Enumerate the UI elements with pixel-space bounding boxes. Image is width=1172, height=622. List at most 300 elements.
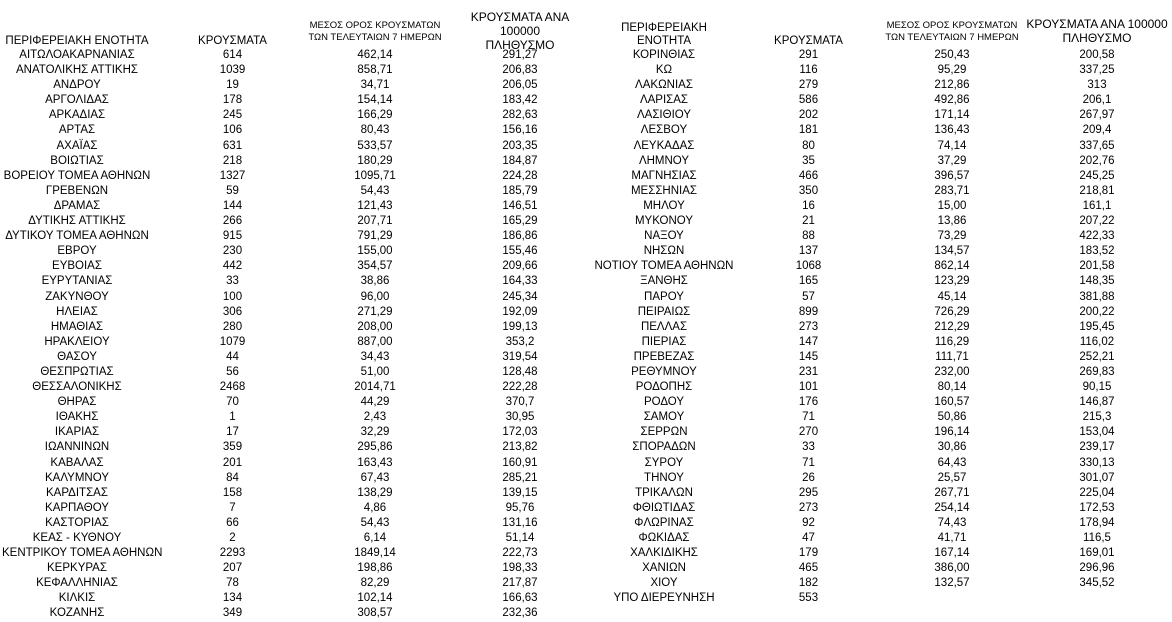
- per100k-value: 153,04: [1079, 426, 1115, 439]
- region-name: ΚΩ: [655, 64, 673, 77]
- region-name: ΑΡΚΑΔΙΑΣ: [48, 109, 106, 122]
- per100k-value: 215,3: [1082, 411, 1112, 424]
- avg7-value: 2014,71: [354, 381, 396, 394]
- avg7-value: 54,43: [360, 516, 390, 529]
- cases-value: 7: [229, 501, 236, 514]
- header-region-left: [2, 16, 152, 48]
- table-row: [0, 380, 590, 395]
- avg7-value: 96,00: [360, 290, 390, 303]
- per100k-value: 160,91: [502, 456, 538, 469]
- avg7-value: 212,29: [934, 320, 970, 333]
- region-name: ΑΝΑΤΟΛΙΚΗΣ ΑΤΤΙΚΗΣ: [15, 64, 138, 77]
- avg7-value: 37,29: [937, 154, 967, 167]
- header-avg7-left: [300, 16, 450, 48]
- per100k-value: 183,52: [1079, 245, 1115, 258]
- per100k-value: 224,28: [502, 169, 538, 182]
- cases-value: 80: [802, 139, 815, 152]
- cases-value: 295: [798, 486, 819, 499]
- avg7-value: 160,57: [934, 396, 970, 409]
- table-row: [0, 561, 590, 576]
- table-row: [590, 214, 1172, 229]
- per100k-value: 267,97: [1079, 109, 1115, 122]
- table-row: [0, 78, 590, 93]
- cases-value: 71: [802, 411, 815, 424]
- region-name: ΑΧΑΪΑΣ: [56, 139, 98, 152]
- region-name: ΛΑΚΩΝΙΑΣ: [635, 79, 693, 92]
- per100k-value: 166,63: [502, 592, 538, 605]
- per100k-value: 184,87: [502, 154, 538, 167]
- per100k-value: 239,17: [1079, 441, 1115, 454]
- region-name: ΠΑΡΟΥ: [644, 290, 684, 303]
- cases-value: 106: [222, 124, 243, 137]
- region-name: ΛΕΣΒΟΥ: [640, 124, 688, 137]
- per100k-value: 202,76: [1079, 154, 1115, 167]
- table-row: [590, 471, 1172, 486]
- avg7-value: 267,71: [934, 486, 970, 499]
- cases-value: 553: [798, 592, 819, 605]
- table-row: [590, 320, 1172, 335]
- avg7-value: 171,14: [934, 109, 970, 122]
- avg7-value: 38,86: [360, 275, 390, 288]
- avg7-value: 862,14: [934, 260, 970, 273]
- header-avg7-line2: ΤΩΝ ΤΕΛΕΥΤΑΙΩΝ 7 ΗΜΕΡΩΝ: [885, 32, 1019, 43]
- avg7-value: 111,71: [935, 350, 969, 363]
- per100k-value: 337,25: [1079, 64, 1115, 77]
- cases-value: 231: [798, 365, 819, 378]
- region-name: ΥΠΟ ΔΙΕΡΕΥΝΗΣΗ: [613, 592, 715, 605]
- table-row: [590, 108, 1172, 123]
- cases-value: 71: [802, 456, 815, 469]
- avg7-value: 198,86: [357, 562, 393, 575]
- avg7-value: 32,29: [360, 426, 390, 439]
- table-row: [0, 395, 590, 410]
- cases-value: 207: [222, 562, 243, 575]
- avg7-value: 74,43: [937, 516, 967, 529]
- header-per100k-line1: ΚΡΟΥΣΜΑΤΑ ΑΝΑ 100000: [470, 10, 570, 38]
- avg7-value: 492,86: [934, 94, 970, 107]
- avg7-value: 167,14: [934, 547, 970, 560]
- table-row: [590, 78, 1172, 93]
- cases-value: 586: [798, 94, 819, 107]
- cases-value: 100: [222, 290, 243, 303]
- cases-value: 66: [226, 516, 239, 529]
- table-row: [0, 229, 590, 244]
- per100k-value: 353,2: [505, 335, 535, 348]
- table-row: [590, 259, 1172, 274]
- per100k-value: 172,53: [1079, 501, 1115, 514]
- cases-value: 350: [798, 184, 819, 197]
- header-cases-label: ΚΡΟΥΣΜΑΤΑ: [774, 35, 843, 47]
- avg7-value: 34,43: [360, 350, 390, 363]
- header-avg7-line2: ΤΩΝ ΤΕΛΕΥΤΑΙΩΝ 7 ΗΜΕΡΩΝ: [308, 32, 442, 43]
- cases-value: 1327: [219, 169, 246, 182]
- cases-value: 1079: [219, 335, 246, 348]
- avg7-value: 15,00: [937, 199, 967, 212]
- avg7-value: 34,71: [360, 79, 390, 92]
- table-row: [590, 123, 1172, 138]
- region-name: ΚΟΖΑΝΗΣ: [49, 607, 105, 620]
- region-name: ΧΑΛΚΙΔΙΚΗΣ: [630, 547, 698, 560]
- per100k-value: 172,03: [502, 426, 538, 439]
- table-row: [0, 184, 590, 199]
- cases-value: 245: [222, 109, 243, 122]
- cases-value: 1068: [795, 260, 822, 273]
- left-table-body: [0, 48, 590, 622]
- per100k-value: 337,65: [1079, 139, 1115, 152]
- cases-value: 359: [222, 441, 243, 454]
- per100k-value: 206,05: [502, 79, 538, 92]
- table-row: [0, 486, 590, 501]
- avg7-value: 386,00: [934, 562, 970, 575]
- avg7-value: 154,14: [357, 94, 393, 107]
- table-row: [0, 576, 590, 591]
- header-avg7-line1: ΜΕΣΟΣ ΟΡΟΣ ΚΡΟΥΣΜΑΤΩΝ: [309, 20, 441, 31]
- table-row: [590, 274, 1172, 289]
- per100k-value: 30,95: [505, 411, 535, 424]
- avg7-value: 4,86: [363, 501, 387, 514]
- avg7-value: 82,29: [360, 577, 390, 590]
- cases-value: 92: [802, 516, 815, 529]
- per100k-value: 131,16: [502, 516, 538, 529]
- region-name: ΔΥΤΙΚΗΣ ΑΤΤΙΚΗΣ: [28, 215, 126, 228]
- table-row: [0, 305, 590, 320]
- table-row: [0, 440, 590, 455]
- per100k-value: 330,13: [1079, 456, 1115, 469]
- per100k-value: 200,58: [1079, 49, 1115, 61]
- region-name: ΣΥΡΟΥ: [644, 456, 684, 469]
- table-row: [590, 440, 1172, 455]
- per100k-value: 213,82: [502, 441, 538, 454]
- per100k-value: 128,48: [502, 365, 538, 378]
- table-row: [0, 108, 590, 123]
- table-row: [0, 154, 590, 169]
- table-row: [0, 320, 590, 335]
- table-row: [0, 350, 590, 365]
- per100k-value: 222,28: [502, 381, 538, 394]
- avg7-value: 726,29: [934, 305, 970, 318]
- table-row: [0, 501, 590, 516]
- cases-value: 181: [798, 124, 819, 137]
- right-table-body: [590, 48, 1172, 606]
- cases-value: 59: [226, 184, 239, 197]
- avg7-value: 354,57: [357, 260, 393, 273]
- header-region-label: ΠΕΡΙΦΕΡΕΙΑΚΗ ΕΝΟΤΗΤΑ: [5, 35, 149, 47]
- table-row: [0, 606, 590, 621]
- region-name: ΚΑΛΥΜΝΟΥ: [45, 471, 109, 484]
- per100k-value: 186,86: [502, 230, 538, 243]
- per100k-value: 217,87: [502, 577, 538, 590]
- table-row: [590, 48, 1172, 63]
- cases-value: 57: [802, 290, 815, 303]
- avg7-value: 25,57: [937, 471, 967, 484]
- avg7-value: 121,43: [357, 199, 393, 212]
- region-name: ΦΩΚΙΔΑΣ: [638, 532, 690, 544]
- cases-value: 273: [798, 320, 819, 333]
- avg7-value: 45,14: [937, 290, 967, 303]
- region-name: ΡΟΔΟΠΗΣ: [635, 381, 693, 394]
- header-per100k-line2: ΠΛΗΘΥΣΜΟ: [1062, 31, 1132, 45]
- avg7-value: 67,43: [360, 471, 390, 484]
- avg7-value: 1849,14: [354, 547, 396, 560]
- per100k-value: 209,4: [1082, 124, 1112, 137]
- avg7-value: 791,29: [357, 230, 393, 243]
- table-row: [590, 425, 1172, 440]
- cases-value: 137: [798, 245, 819, 258]
- avg7-value: 102,14: [357, 592, 393, 605]
- header-per100k-line1: ΚΡΟΥΣΜΑΤΑ ΑΝΑ 100000: [1026, 17, 1168, 31]
- table-row: [0, 425, 590, 440]
- cases-value: 145: [798, 350, 819, 363]
- region-name: ΦΘΙΩΤΙΔΑΣ: [632, 501, 696, 514]
- header-avg7-right: [877, 16, 1027, 48]
- per100k-value: 169,01: [1079, 547, 1115, 560]
- per100k-value: 51,14: [505, 532, 535, 544]
- avg7-value: 50,86: [937, 411, 967, 424]
- table-row: [590, 335, 1172, 350]
- region-name: ΘΕΣΣΑΛΟΝΙΚΗΣ: [32, 381, 122, 394]
- table-row: [590, 561, 1172, 576]
- table-row: [590, 456, 1172, 471]
- avg7-value: 396,57: [934, 169, 970, 182]
- avg7-value: 13,86: [937, 215, 967, 228]
- cases-value: 26: [802, 471, 815, 484]
- cases-value: 1039: [219, 64, 246, 77]
- region-name: ΜΕΣΣΗΝΙΑΣ: [630, 184, 698, 197]
- cases-value: 465: [798, 562, 819, 575]
- cases-value: 56: [226, 365, 239, 378]
- per100k-value: 206,1: [1082, 94, 1112, 107]
- table-row: [0, 531, 590, 546]
- region-name: ΚΕΦΑΛΛΗΝΙΑΣ: [36, 577, 118, 590]
- per100k-value: 252,21: [1079, 350, 1115, 363]
- table-row: [590, 63, 1172, 78]
- avg7-value: 41,71: [937, 532, 967, 544]
- cases-value: 270: [798, 426, 819, 439]
- region-name: ΑΡΤΑΣ: [58, 124, 96, 137]
- cases-value: 179: [798, 547, 819, 560]
- cases-value: 280: [222, 320, 243, 333]
- table-row: [0, 456, 590, 471]
- cases-value: 614: [222, 49, 243, 61]
- avg7-value: 1095,71: [354, 169, 396, 182]
- cases-value: 442: [222, 260, 243, 273]
- per100k-value: 116,5: [1083, 532, 1111, 544]
- per100k-value: 232,36: [502, 607, 538, 620]
- region-name: ΚΕΡΚΥΡΑΣ: [47, 562, 107, 575]
- table-row: [590, 410, 1172, 425]
- per100k-value: 156,16: [502, 124, 538, 137]
- per100k-value: 200,22: [1079, 305, 1115, 318]
- avg7-value: 166,29: [357, 109, 393, 122]
- per100k-value: 178,94: [1079, 516, 1115, 529]
- avg7-value: 254,14: [934, 501, 970, 514]
- cases-value: 78: [226, 577, 239, 590]
- cases-value: 21: [802, 215, 815, 228]
- per100k-value: 161,1: [1082, 199, 1112, 212]
- avg7-value: 533,57: [357, 139, 393, 152]
- region-name: ΑΝΔΡΟΥ: [53, 79, 101, 92]
- cases-value: 17: [226, 426, 239, 439]
- region-name: ΖΑΚΥΝΘΟΥ: [45, 290, 109, 303]
- region-name: ΠΕΛΛΑΣ: [640, 320, 688, 333]
- cases-value: 182: [798, 577, 819, 590]
- table-row: [590, 169, 1172, 184]
- cases-value: 266: [222, 215, 243, 228]
- avg7-value: 51,00: [360, 365, 390, 378]
- cases-value: 116: [799, 64, 818, 77]
- table-row: [0, 123, 590, 138]
- avg7-value: 283,71: [934, 184, 970, 197]
- avg7-value: 462,14: [357, 49, 393, 61]
- per100k-value: 198,33: [502, 562, 538, 575]
- region-name: ΕΥΒΟΙΑΣ: [52, 260, 102, 273]
- region-name: ΜΗΛΟΥ: [643, 199, 685, 212]
- table-row: [590, 576, 1172, 591]
- per100k-value: 345,52: [1079, 577, 1115, 590]
- region-name: ΑΙΤΩΛΟΑΚΑΡΝΑΝΙΑΣ: [19, 49, 135, 61]
- cases-value: 279: [798, 79, 819, 92]
- per100k-value: 291,27: [502, 49, 538, 61]
- region-name: ΞΑΝΘΗΣ: [640, 275, 688, 288]
- table-row: [0, 365, 590, 380]
- table-row: [590, 350, 1172, 365]
- region-name: ΚΕΑΣ - ΚΥΘΝΟΥ: [32, 532, 122, 544]
- per100k-value: 207,22: [1079, 215, 1115, 228]
- region-name: ΗΛΕΙΑΣ: [56, 305, 98, 318]
- table-row: [0, 410, 590, 425]
- cases-value: 291: [798, 49, 819, 61]
- per100k-value: 422,33: [1079, 230, 1115, 243]
- region-name: ΛΑΡΙΣΑΣ: [639, 94, 689, 107]
- table-row: [590, 380, 1172, 395]
- avg7-value: 212,86: [934, 79, 970, 92]
- header-cases-right: [766, 16, 851, 48]
- cases-value: 88: [802, 230, 815, 243]
- cases-value: 202: [798, 109, 819, 122]
- region-name: ΔΡΑΜΑΣ: [53, 199, 101, 212]
- region-name: ΓΡΕΒΕΝΩΝ: [45, 184, 109, 197]
- per100k-value: 285,21: [502, 471, 538, 484]
- avg7-value: 163,43: [357, 456, 393, 469]
- avg7-value: 207,71: [357, 215, 393, 228]
- cases-value: 33: [802, 441, 815, 454]
- avg7-value: 116,29: [934, 335, 970, 348]
- region-name: ΝΗΣΩΝ: [643, 245, 685, 258]
- table-row: [0, 93, 590, 108]
- cases-value: 218: [222, 154, 243, 167]
- cases-value: 201: [222, 456, 243, 469]
- cases-value: 101: [798, 381, 819, 394]
- avg7-value: 123,29: [934, 275, 970, 288]
- table-row: [590, 229, 1172, 244]
- header-per100k-line2: ΠΛΗΘΥΣΜΟ: [485, 38, 555, 52]
- per100k-value: 282,63: [502, 109, 538, 122]
- per100k-value: 185,79: [502, 184, 538, 197]
- per100k-value: 192,09: [502, 305, 538, 318]
- avg7-value: 208,00: [357, 320, 393, 333]
- region-name: ΛΕΥΚΑΔΑΣ: [633, 139, 695, 152]
- header-region-right: [594, 16, 734, 48]
- per100k-value: 146,51: [502, 199, 538, 212]
- per100k-value: 245,34: [502, 290, 538, 303]
- table-row: [0, 471, 590, 486]
- avg7-value: 30,86: [937, 441, 967, 454]
- table-row: [590, 184, 1172, 199]
- region-name: ΚΑΒΑΛΑΣ: [50, 456, 104, 469]
- region-name: ΣΕΡΡΩΝ: [640, 426, 688, 439]
- per100k-value: 225,04: [1079, 486, 1115, 499]
- per100k-value: 269,83: [1079, 365, 1115, 378]
- table-row: [590, 365, 1172, 380]
- table-row: [0, 214, 590, 229]
- table-row: [590, 244, 1172, 259]
- region-name: ΣΑΜΟΥ: [643, 411, 685, 424]
- table-row: [0, 274, 590, 289]
- region-name: ΘΑΣΟΥ: [57, 350, 97, 363]
- avg7-value: 180,29: [357, 154, 393, 167]
- avg7-value: 74,14: [937, 139, 967, 152]
- per100k-value: 245,25: [1079, 169, 1115, 182]
- region-name: ΒΟΙΩΤΙΑΣ: [50, 154, 104, 167]
- cases-value: 273: [798, 501, 819, 514]
- region-name: ΛΑΣΙΘΙΟΥ: [636, 109, 692, 122]
- region-name: ΠΙΕΡΙΑΣ: [641, 335, 687, 348]
- table-row: [0, 139, 590, 154]
- avg7-value: 80,43: [360, 124, 390, 137]
- table-row: [590, 516, 1172, 531]
- cases-value: 147: [798, 335, 819, 348]
- cases-value: 176: [798, 396, 819, 409]
- region-name: ΧΑΝΙΩΝ: [642, 562, 686, 575]
- table-row: [0, 335, 590, 350]
- region-name: ΙΘΑΚΗΣ: [55, 411, 99, 424]
- per100k-value: 218,81: [1079, 184, 1115, 197]
- header-per100k-left: [450, 10, 590, 52]
- avg7-value: 887,00: [357, 335, 393, 348]
- table-row: [590, 154, 1172, 169]
- per100k-value: 301,07: [1079, 471, 1115, 484]
- cases-value: 16: [802, 199, 815, 212]
- region-name: ΣΠΟΡΑΔΩΝ: [632, 441, 696, 454]
- table-row: [590, 139, 1172, 154]
- table-row: [0, 48, 590, 63]
- header-cases-left: [190, 16, 275, 48]
- region-name: ΘΗΡΑΣ: [57, 396, 97, 409]
- table-row: [0, 244, 590, 259]
- cases-value: 33: [226, 275, 239, 288]
- avg7-value: [877, 591, 1027, 606]
- region-name: ΚΟΡΙΝΘΙΑΣ: [632, 49, 696, 61]
- cases-value: 349: [222, 607, 243, 620]
- table-row: [0, 63, 590, 78]
- region-name: ΧΙΟΥ: [650, 577, 678, 590]
- region-name: ΚΑΣΤΟΡΙΑΣ: [45, 516, 109, 529]
- table-row: [0, 199, 590, 214]
- region-name: ΘΕΣΠΡΩΤΙΑΣ: [40, 365, 114, 378]
- avg7-value: 64,43: [937, 456, 967, 469]
- header-per100k-right: [1026, 14, 1168, 48]
- table-row: [0, 546, 590, 561]
- region-name: ΑΡΓΟΛΙΔΑΣ: [45, 94, 109, 107]
- per100k-value: 146,87: [1079, 396, 1115, 409]
- table-row: [0, 259, 590, 274]
- per100k-value: 381,88: [1079, 290, 1115, 303]
- table-row: [590, 546, 1172, 561]
- per100k-value: 319,54: [502, 350, 538, 363]
- cases-value: 306: [222, 305, 243, 318]
- cases-value: 466: [798, 169, 819, 182]
- per100k-value: 116,02: [1079, 335, 1115, 348]
